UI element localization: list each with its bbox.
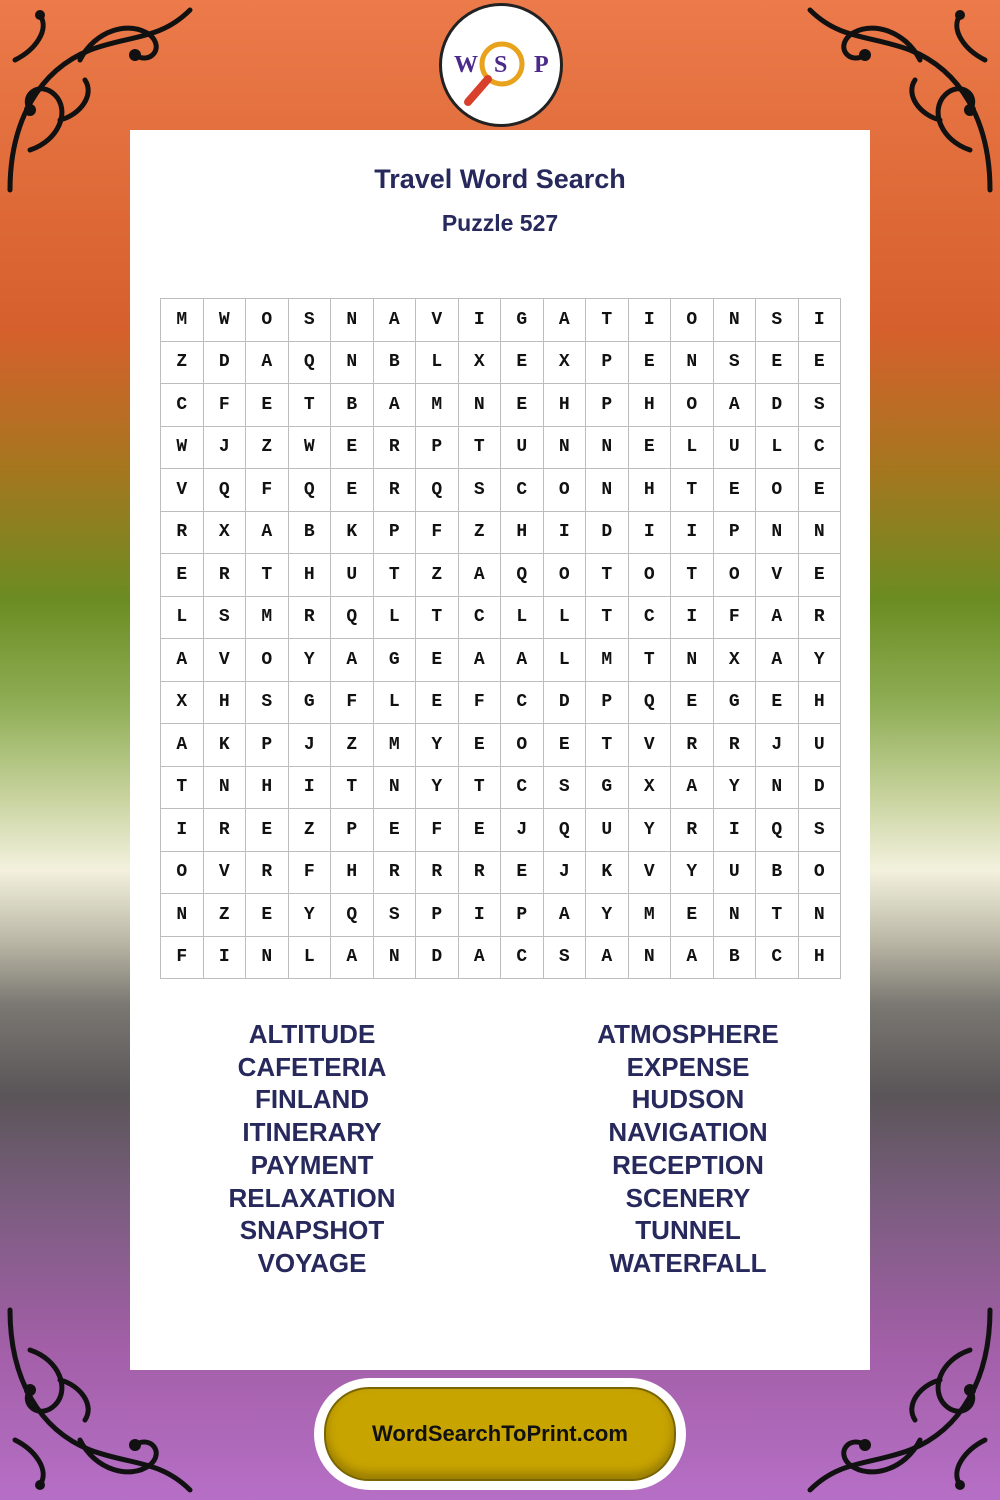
grid-cell[interactable]: K xyxy=(204,724,247,767)
grid-cell[interactable]: L xyxy=(161,597,204,640)
grid-cell[interactable]: E xyxy=(416,682,459,725)
grid-cell[interactable]: M xyxy=(374,724,417,767)
grid-cell[interactable]: N xyxy=(671,639,714,682)
grid-cell[interactable]: A xyxy=(756,639,799,682)
grid-cell[interactable]: T xyxy=(459,427,502,470)
grid-cell[interactable]: X xyxy=(459,342,502,385)
grid-cell[interactable]: E xyxy=(246,809,289,852)
grid-cell[interactable]: T xyxy=(586,554,629,597)
grid-cell[interactable]: N xyxy=(629,937,672,980)
grid-cell[interactable]: L xyxy=(374,682,417,725)
website-button[interactable]: WordSearchToPrint.com xyxy=(324,1387,676,1481)
grid-cell[interactable]: M xyxy=(586,639,629,682)
grid-cell[interactable]: Q xyxy=(629,682,672,725)
grid-cell[interactable]: N xyxy=(714,299,757,342)
grid-cell[interactable]: F xyxy=(204,384,247,427)
grid-cell[interactable]: S xyxy=(459,469,502,512)
grid-cell[interactable]: S xyxy=(374,894,417,937)
grid-cell[interactable]: A xyxy=(374,384,417,427)
grid-cell[interactable]: A xyxy=(544,299,587,342)
grid-cell[interactable]: H xyxy=(629,469,672,512)
grid-cell[interactable]: F xyxy=(289,852,332,895)
word-list-item: EXPENSE xyxy=(626,1051,750,1082)
grid-cell[interactable]: A xyxy=(246,512,289,555)
website-button-frame xyxy=(314,1378,686,1490)
word-list-item: PAYMENT xyxy=(250,1149,374,1180)
grid-cell[interactable]: C xyxy=(501,469,544,512)
grid-cell[interactable]: T xyxy=(289,384,332,427)
grid-cell[interactable]: R xyxy=(374,427,417,470)
grid-cell[interactable]: O xyxy=(714,554,757,597)
grid-cell[interactable]: X xyxy=(544,342,587,385)
grid-cell[interactable]: U xyxy=(714,852,757,895)
grid-cell[interactable]: J xyxy=(204,427,247,470)
grid-cell[interactable]: N xyxy=(331,299,374,342)
grid-cell[interactable]: N xyxy=(671,342,714,385)
grid-cell[interactable]: T xyxy=(671,469,714,512)
word-list-item: ATMOSPHERE xyxy=(597,1019,779,1049)
word-list-item: VOYAGE xyxy=(257,1247,367,1278)
grid-cell[interactable]: Z xyxy=(416,554,459,597)
grid-cell[interactable]: I xyxy=(714,809,757,852)
grid-cell[interactable]: H xyxy=(246,767,289,810)
grid-cell[interactable]: A xyxy=(671,767,714,810)
grid-cell[interactable]: Z xyxy=(289,809,332,852)
grid-cell[interactable]: A xyxy=(459,554,502,597)
grid-cell[interactable]: M xyxy=(161,299,204,342)
grid-cell[interactable]: X xyxy=(714,639,757,682)
grid-cell[interactable]: F xyxy=(246,469,289,512)
grid-cell[interactable]: E xyxy=(374,809,417,852)
grid-cell[interactable]: D xyxy=(544,682,587,725)
grid-cell[interactable]: N xyxy=(459,384,502,427)
letter-grid xyxy=(160,298,841,979)
grid-cell[interactable]: O xyxy=(629,554,672,597)
grid-cell[interactable]: Z xyxy=(161,342,204,385)
grid-cell[interactable]: P xyxy=(586,342,629,385)
grid-cell[interactable]: P xyxy=(501,894,544,937)
grid-cell[interactable]: B xyxy=(756,852,799,895)
grid-cell[interactable]: O xyxy=(544,469,587,512)
grid-cell[interactable]: Y xyxy=(289,894,332,937)
grid-cell[interactable]: X xyxy=(629,767,672,810)
grid-cell[interactable]: B xyxy=(714,937,757,980)
grid-cell[interactable]: R xyxy=(204,554,247,597)
grid-cell[interactable]: P xyxy=(416,427,459,470)
grid-cell[interactable]: J xyxy=(501,809,544,852)
grid-cell[interactable]: A xyxy=(671,937,714,980)
grid-cell[interactable]: D xyxy=(756,384,799,427)
grid-cell[interactable]: N xyxy=(374,767,417,810)
grid-cell[interactable]: N xyxy=(246,937,289,980)
wsp-logo[interactable] xyxy=(439,3,563,127)
grid-cell[interactable]: P xyxy=(714,512,757,555)
grid-cell[interactable]: Q xyxy=(416,469,459,512)
grid-cell[interactable]: T xyxy=(416,597,459,640)
grid-cell[interactable]: W xyxy=(289,427,332,470)
puzzle-number: Puzzle 527 xyxy=(441,210,559,236)
grid-cell[interactable]: L xyxy=(756,427,799,470)
grid-cell[interactable]: I xyxy=(629,512,672,555)
grid-cell[interactable]: I xyxy=(671,512,714,555)
grid-cell[interactable]: T xyxy=(246,554,289,597)
grid-cell[interactable]: V xyxy=(204,639,247,682)
grid-cell[interactable]: I xyxy=(671,597,714,640)
grid-cell[interactable]: I xyxy=(629,299,672,342)
grid-cell[interactable]: L xyxy=(544,597,587,640)
grid-cell[interactable]: E xyxy=(331,427,374,470)
puzzle-panel xyxy=(130,130,870,1370)
word-list-item: RECEPTION xyxy=(612,1149,764,1180)
grid-cell[interactable]: T xyxy=(671,554,714,597)
grid-cell[interactable]: I xyxy=(459,894,502,937)
grid-cell[interactable]: C xyxy=(501,937,544,980)
logo-letter-p: P xyxy=(534,52,549,78)
grid-cell[interactable]: I xyxy=(289,767,332,810)
grid-cell[interactable]: Y xyxy=(714,767,757,810)
grid-cell[interactable]: N xyxy=(374,937,417,980)
grid-cell[interactable]: A xyxy=(331,639,374,682)
grid-cell[interactable]: E xyxy=(799,469,842,512)
grid-cell[interactable]: F xyxy=(459,682,502,725)
grid-cell[interactable]: H xyxy=(544,384,587,427)
grid-cell[interactable]: R xyxy=(374,852,417,895)
grid-cell[interactable]: R xyxy=(799,597,842,640)
grid-cell[interactable]: K xyxy=(331,512,374,555)
grid-cell[interactable]: E xyxy=(671,894,714,937)
grid-cell[interactable]: Y xyxy=(586,894,629,937)
grid-cell[interactable]: Z xyxy=(246,427,289,470)
grid-cell[interactable]: H xyxy=(204,682,247,725)
grid-cell[interactable]: B xyxy=(289,512,332,555)
grid-cell[interactable]: E xyxy=(246,384,289,427)
grid-cell[interactable]: Y xyxy=(289,639,332,682)
grid-cell[interactable]: T xyxy=(629,639,672,682)
grid-cell[interactable]: N xyxy=(204,767,247,810)
grid-cell[interactable]: D xyxy=(799,767,842,810)
grid-cell[interactable]: V xyxy=(416,299,459,342)
grid-cell[interactable]: R xyxy=(374,469,417,512)
grid-cell[interactable]: L xyxy=(671,427,714,470)
word-list-item: HUDSON xyxy=(631,1084,745,1115)
grid-cell[interactable]: U xyxy=(501,427,544,470)
grid-cell[interactable]: H xyxy=(501,512,544,555)
grid-cell[interactable]: E xyxy=(459,724,502,767)
grid-cell[interactable]: B xyxy=(374,342,417,385)
grid-cell[interactable]: M xyxy=(416,384,459,427)
grid-cell[interactable]: Q xyxy=(289,342,332,385)
grid-cell[interactable]: Q xyxy=(331,597,374,640)
word-list-item: ALTITUDE xyxy=(248,1019,376,1049)
grid-cell[interactable]: C xyxy=(501,767,544,810)
grid-cell[interactable]: R xyxy=(161,512,204,555)
word-list-item: WATERFALL xyxy=(609,1247,767,1278)
grid-cell[interactable]: A xyxy=(586,937,629,980)
grid-cell[interactable]: P xyxy=(246,724,289,767)
word-list-item: FINLAND xyxy=(254,1084,370,1115)
grid-cell[interactable]: V xyxy=(204,852,247,895)
grid-cell[interactable]: L xyxy=(374,597,417,640)
grid-cell[interactable]: A xyxy=(714,384,757,427)
grid-cell[interactable]: E xyxy=(799,554,842,597)
grid-cell[interactable]: Q xyxy=(501,554,544,597)
grid-cell[interactable]: L xyxy=(289,937,332,980)
grid-cell[interactable]: C xyxy=(459,597,502,640)
grid-cell[interactable]: S xyxy=(544,937,587,980)
grid-cell[interactable]: S xyxy=(246,682,289,725)
grid-cell[interactable]: E xyxy=(331,469,374,512)
grid-cell[interactable]: I xyxy=(204,937,247,980)
word-list-item: ITINERARY xyxy=(242,1117,382,1148)
grid-cell[interactable]: R xyxy=(459,852,502,895)
grid-cell[interactable]: R xyxy=(671,724,714,767)
grid-cell[interactable]: C xyxy=(756,937,799,980)
grid-cell[interactable]: F xyxy=(416,809,459,852)
grid-cell[interactable]: V xyxy=(629,852,672,895)
grid-cell[interactable]: A xyxy=(501,639,544,682)
grid-cell[interactable]: N xyxy=(586,427,629,470)
grid-cell[interactable]: Y xyxy=(416,767,459,810)
grid-cell[interactable]: M xyxy=(246,597,289,640)
grid-cell[interactable]: I xyxy=(799,299,842,342)
grid-cell[interactable]: I xyxy=(459,299,502,342)
word-list-left xyxy=(162,1018,462,1280)
grid-cell[interactable]: D xyxy=(586,512,629,555)
grid-cell[interactable]: T xyxy=(161,767,204,810)
grid-cell[interactable]: E xyxy=(501,852,544,895)
grid-cell[interactable]: U xyxy=(586,809,629,852)
grid-cell[interactable]: O xyxy=(501,724,544,767)
grid-cell[interactable]: O xyxy=(671,299,714,342)
grid-cell[interactable]: H xyxy=(331,852,374,895)
grid-cell[interactable]: N xyxy=(544,427,587,470)
grid-cell[interactable]: S xyxy=(544,767,587,810)
grid-cell[interactable]: X xyxy=(204,512,247,555)
grid-cell[interactable]: N xyxy=(756,767,799,810)
grid-cell[interactable]: J xyxy=(544,852,587,895)
grid-cell[interactable]: B xyxy=(331,384,374,427)
grid-cell[interactable]: T xyxy=(374,554,417,597)
grid-cell[interactable]: I xyxy=(544,512,587,555)
grid-cell[interactable]: R xyxy=(289,597,332,640)
grid-cell[interactable]: S xyxy=(714,342,757,385)
grid-cell[interactable]: A xyxy=(161,639,204,682)
grid-cell[interactable]: Z xyxy=(459,512,502,555)
grid-cell[interactable]: T xyxy=(586,597,629,640)
grid-cell[interactable]: T xyxy=(756,894,799,937)
grid-cell[interactable]: L xyxy=(501,597,544,640)
grid-cell[interactable]: O xyxy=(756,469,799,512)
grid-cell[interactable]: O xyxy=(246,299,289,342)
grid-cell[interactable]: L xyxy=(416,342,459,385)
grid-cell[interactable]: T xyxy=(586,299,629,342)
grid-cell[interactable]: E xyxy=(756,342,799,385)
grid-cell[interactable]: E xyxy=(161,554,204,597)
grid-cell[interactable]: Y xyxy=(671,852,714,895)
grid-cell[interactable]: P xyxy=(374,512,417,555)
grid-cell[interactable]: R xyxy=(416,852,459,895)
grid-cell[interactable]: U xyxy=(714,427,757,470)
grid-cell[interactable]: E xyxy=(501,342,544,385)
grid-cell[interactable]: N xyxy=(586,469,629,512)
grid-cell[interactable]: A xyxy=(161,724,204,767)
word-list-item: NAVIGATION xyxy=(608,1117,768,1148)
grid-cell[interactable]: S xyxy=(799,809,842,852)
grid-cell[interactable]: E xyxy=(246,894,289,937)
grid-cell[interactable]: R xyxy=(204,809,247,852)
grid-cell[interactable]: E xyxy=(799,342,842,385)
grid-cell[interactable]: P xyxy=(586,682,629,725)
grid-cell[interactable]: C xyxy=(501,682,544,725)
grid-cell[interactable]: G xyxy=(586,767,629,810)
grid-cell[interactable]: Z xyxy=(204,894,247,937)
grid-cell[interactable]: E xyxy=(544,724,587,767)
grid-cell[interactable]: P xyxy=(586,384,629,427)
grid-cell[interactable]: Y xyxy=(799,639,842,682)
grid-cell[interactable]: N xyxy=(331,342,374,385)
grid-cell[interactable]: W xyxy=(204,299,247,342)
grid-cell[interactable]: E xyxy=(714,469,757,512)
grid-cell[interactable]: R xyxy=(671,809,714,852)
grid-cell[interactable]: Q xyxy=(544,809,587,852)
grid-cell[interactable]: J xyxy=(289,724,332,767)
grid-cell[interactable]: S xyxy=(799,384,842,427)
grid-cell[interactable]: H xyxy=(629,384,672,427)
grid-cell[interactable]: V xyxy=(629,724,672,767)
grid-cell[interactable]: H xyxy=(799,937,842,980)
logo-letter-w: W xyxy=(454,52,478,78)
grid-cell[interactable]: F xyxy=(161,937,204,980)
grid-cell[interactable]: A xyxy=(246,342,289,385)
grid-cell[interactable]: W xyxy=(161,427,204,470)
grid-cell[interactable]: M xyxy=(629,894,672,937)
grid-cell[interactable]: F xyxy=(331,682,374,725)
grid-cell[interactable]: C xyxy=(629,597,672,640)
grid-cell[interactable]: E xyxy=(629,427,672,470)
grid-cell[interactable]: Q xyxy=(331,894,374,937)
grid-cell[interactable]: T xyxy=(331,767,374,810)
grid-cell[interactable]: U xyxy=(799,724,842,767)
grid-cell[interactable]: O xyxy=(544,554,587,597)
grid-cell[interactable]: A xyxy=(374,299,417,342)
grid-cell[interactable]: N xyxy=(714,894,757,937)
grid-cell[interactable]: G xyxy=(501,299,544,342)
grid-cell[interactable]: K xyxy=(586,852,629,895)
grid-cell[interactable]: N xyxy=(756,512,799,555)
page-title: Travel Word Search xyxy=(374,164,626,194)
grid-cell[interactable]: O xyxy=(671,384,714,427)
grid-cell[interactable]: A xyxy=(544,894,587,937)
grid-cell[interactable]: N xyxy=(161,894,204,937)
grid-cell[interactable]: P xyxy=(416,894,459,937)
grid-cell[interactable]: D xyxy=(416,937,459,980)
grid-cell[interactable]: Z xyxy=(331,724,374,767)
logo-letter-s: S xyxy=(494,52,508,78)
grid-cell[interactable]: F xyxy=(714,597,757,640)
grid-cell[interactable]: T xyxy=(459,767,502,810)
word-list-item: RELAXATION xyxy=(228,1182,396,1213)
grid-cell[interactable]: I xyxy=(161,809,204,852)
grid-cell[interactable]: D xyxy=(204,342,247,385)
grid-cell[interactable]: U xyxy=(331,554,374,597)
grid-cell[interactable]: F xyxy=(416,512,459,555)
grid-cell[interactable]: H xyxy=(799,682,842,725)
grid-cell[interactable]: O xyxy=(799,852,842,895)
grid-cell[interactable]: C xyxy=(161,384,204,427)
grid-cell[interactable]: C xyxy=(799,427,842,470)
grid-cell[interactable]: E xyxy=(501,384,544,427)
grid-cell[interactable]: P xyxy=(331,809,374,852)
grid-cell[interactable]: J xyxy=(756,724,799,767)
grid-cell[interactable]: E xyxy=(459,809,502,852)
grid-cell[interactable]: O xyxy=(161,852,204,895)
grid-cell[interactable]: A xyxy=(756,597,799,640)
grid-cell[interactable]: V xyxy=(161,469,204,512)
word-list-item: SNAPSHOT xyxy=(239,1215,385,1246)
grid-cell[interactable]: N xyxy=(799,894,842,937)
grid-cell[interactable]: R xyxy=(246,852,289,895)
grid-cell[interactable]: S xyxy=(289,299,332,342)
grid-cell[interactable]: A xyxy=(459,639,502,682)
word-list-item: SCENERY xyxy=(625,1182,751,1213)
word-list-item: CAFETERIA xyxy=(237,1051,387,1082)
grid-cell[interactable]: Q xyxy=(204,469,247,512)
grid-cell[interactable]: G xyxy=(289,682,332,725)
grid-cell[interactable]: E xyxy=(629,342,672,385)
grid-cell[interactable]: E xyxy=(416,639,459,682)
grid-cell[interactable]: G xyxy=(714,682,757,725)
grid-cell[interactable]: S xyxy=(204,597,247,640)
grid-cell[interactable]: Q xyxy=(289,469,332,512)
grid-cell[interactable]: A xyxy=(331,937,374,980)
grid-cell[interactable]: V xyxy=(756,554,799,597)
grid-cell[interactable]: R xyxy=(714,724,757,767)
grid-cell[interactable]: Y xyxy=(629,809,672,852)
grid-cell[interactable]: H xyxy=(289,554,332,597)
grid-cell[interactable]: Y xyxy=(416,724,459,767)
grid-cell[interactable]: O xyxy=(246,639,289,682)
word-list-right xyxy=(538,1018,838,1280)
grid-cell[interactable]: E xyxy=(671,682,714,725)
grid-cell[interactable]: L xyxy=(544,639,587,682)
word-list-item: TUNNEL xyxy=(635,1215,741,1246)
grid-cell[interactable]: T xyxy=(586,724,629,767)
grid-cell[interactable]: N xyxy=(799,512,842,555)
grid-cell[interactable]: G xyxy=(374,639,417,682)
grid-cell[interactable]: A xyxy=(459,937,502,980)
grid-cell[interactable]: Q xyxy=(756,809,799,852)
grid-cell[interactable]: S xyxy=(756,299,799,342)
grid-cell[interactable]: X xyxy=(161,682,204,725)
grid-cell[interactable]: E xyxy=(756,682,799,725)
